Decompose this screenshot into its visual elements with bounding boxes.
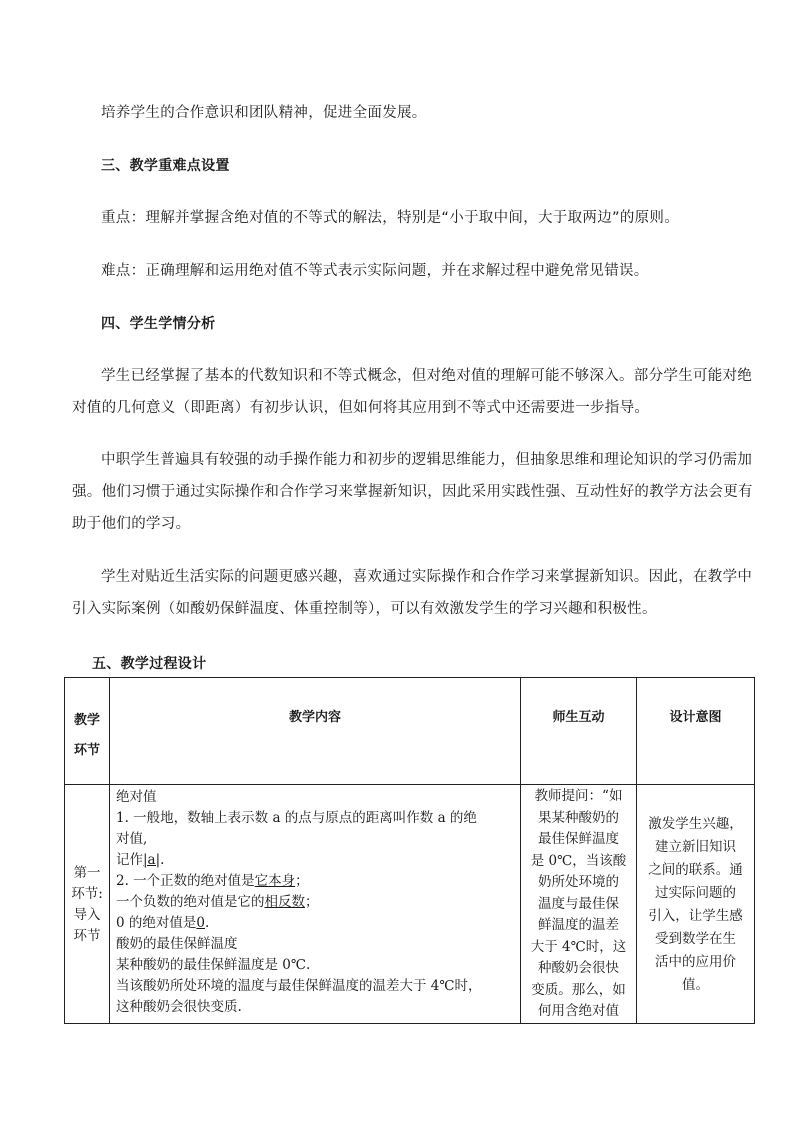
content-text: 一个负数的绝对值是它的 (116, 894, 265, 910)
row1-intent (637, 785, 755, 1024)
stage-line: 导入 (73, 907, 101, 923)
header-stage-line-2: 环节 (73, 743, 100, 758)
header-content (110, 678, 521, 785)
paragraph-3-line-1: 学生对贴近生活实际的问题更感兴趣，喜欢通过实际操作和合作学习来掌握新知识。因此，在教学中 (101, 569, 753, 585)
header-interaction-label: 师生互动 (552, 710, 605, 725)
content-line: 1. 一般地，数轴上表示数 a 的点与原点的距离叫作数 a 的绝 (116, 810, 477, 826)
underlined-answer: 相反数 (264, 894, 305, 910)
interaction-line: 鲜温度的温差 (538, 917, 619, 933)
content-line: 这种酸奶会很快变质. (116, 999, 242, 1015)
table-header-row (65, 678, 755, 785)
teaching-process-table (64, 677, 755, 1024)
intent-line: 建立新旧知识 (655, 839, 736, 855)
interaction-line: 果某种酸奶的 (538, 809, 619, 826)
content-text: ； (295, 873, 309, 889)
section-4-heading: 四、学生学情分析 (101, 316, 216, 332)
intent-line: 激发学生兴趣， (648, 816, 743, 832)
content-text: 0 的绝对值是 (116, 915, 197, 931)
header-stage (65, 678, 110, 785)
table-row (65, 785, 755, 1024)
intent-line: 活中的应用价 (655, 954, 736, 970)
content-text: 记作 (116, 852, 143, 868)
underlined-answer: 它本身 (254, 873, 296, 889)
paragraph-3-line-2: 引入实际案例（如酸奶保鲜温度、体重控制等），可以有效激发学生的学习兴趣和积极性。 (72, 601, 657, 617)
content-line (116, 871, 520, 892)
intent-line: 之间的联系。通 (648, 862, 743, 878)
content-line: 某种酸奶的最佳保鲜温度是 0℃. (116, 957, 311, 973)
section-5-heading: 五、教学过程设计 (92, 656, 207, 672)
header-intent (637, 678, 755, 785)
interaction-line: 教师提问：“如 (534, 788, 623, 804)
intent-line: 值。 (682, 977, 709, 993)
intent-line: 受到数学在生 (655, 931, 736, 947)
header-stage-line-1: 教学 (73, 713, 100, 728)
interaction-line: 何用含绝对值 (538, 1003, 619, 1019)
header-interaction (521, 678, 637, 785)
paragraph-2-line-3: 助于他们的学习。 (72, 516, 191, 532)
interaction-line: 奶所处环境的 (538, 874, 619, 890)
section-3-heading: 三、教学重难点设置 (101, 158, 230, 174)
row1-interaction (521, 785, 637, 1024)
interaction-line: 是 0℃，当该酸 (530, 852, 627, 869)
interaction-line: 种酸奶会很快 (538, 960, 619, 976)
interaction-line: 最佳保鲜温度 (538, 831, 619, 847)
header-content-label: 教学内容 (288, 710, 341, 725)
key-point: 重点：理解并掌握含绝对值的不等式的解法，特别是“小于取中间，大于取两边”的原则。 (101, 210, 680, 226)
content-line (116, 850, 520, 871)
row1-content (110, 785, 521, 1024)
intent-line: 引入，让学生感 (648, 908, 743, 924)
content-line: 对值, (116, 831, 148, 847)
paragraph-2-line-1: 中职学生普遍具有较强的动手操作能力和初步的逻辑思维能力，但抽象思维和理论知识的学习仍需加 (101, 452, 753, 468)
content-line: 绝对值 (116, 789, 157, 805)
content-text: . (160, 852, 165, 868)
difficult-point: 难点：正确理解和运用绝对值不等式表示实际问题，并在求解过程中避免常见错误。 (101, 263, 649, 279)
stage-line: 第一 (73, 865, 101, 881)
paragraph-1-line-1: 学生已经掌握了基本的代数知识和不等式概念，但对绝对值的理解可能不够深入。部分学生可能对绝 (101, 368, 753, 384)
stage-line: 环节: (71, 886, 103, 902)
content-line: 酸奶的最佳保鲜温度 (116, 936, 238, 952)
intro-line: 培养学生的合作意识和团队精神，促进全面发展。 (101, 105, 427, 121)
content-text: 2. 一个正数的绝对值是 (116, 873, 255, 889)
content-line (116, 892, 520, 913)
content-text: ； (305, 894, 319, 910)
header-intent-label: 设计意图 (669, 710, 722, 725)
underlined-answer: 0 (196, 915, 205, 931)
content-line (116, 913, 520, 934)
interaction-line: 大于 4℃时，这 (530, 938, 627, 955)
absolute-value-notation: |a| (143, 852, 161, 868)
interaction-line: 温度与最佳保 (538, 895, 619, 912)
row1-stage (65, 785, 110, 1024)
content-line: 当该酸奶所处环境的温度与最佳保鲜温度的温差大于 4℃时， (116, 978, 482, 994)
intent-line: 过实际问题的 (655, 885, 736, 901)
paragraph-2-line-2: 强。他们习惯于通过实际操作和合作学习来掌握新知识，因此采用实践性强、互动性好的教学方法会更有 (72, 484, 753, 500)
interaction-line: 变质。那么，如 (531, 981, 626, 998)
stage-line: 环节 (73, 928, 101, 944)
content-text: . (204, 915, 210, 931)
paragraph-1-line-2: 对值的几何意义（即距离）有初步认识，但如何将其应用到不等式中还需要进一步指导。 (72, 400, 650, 416)
